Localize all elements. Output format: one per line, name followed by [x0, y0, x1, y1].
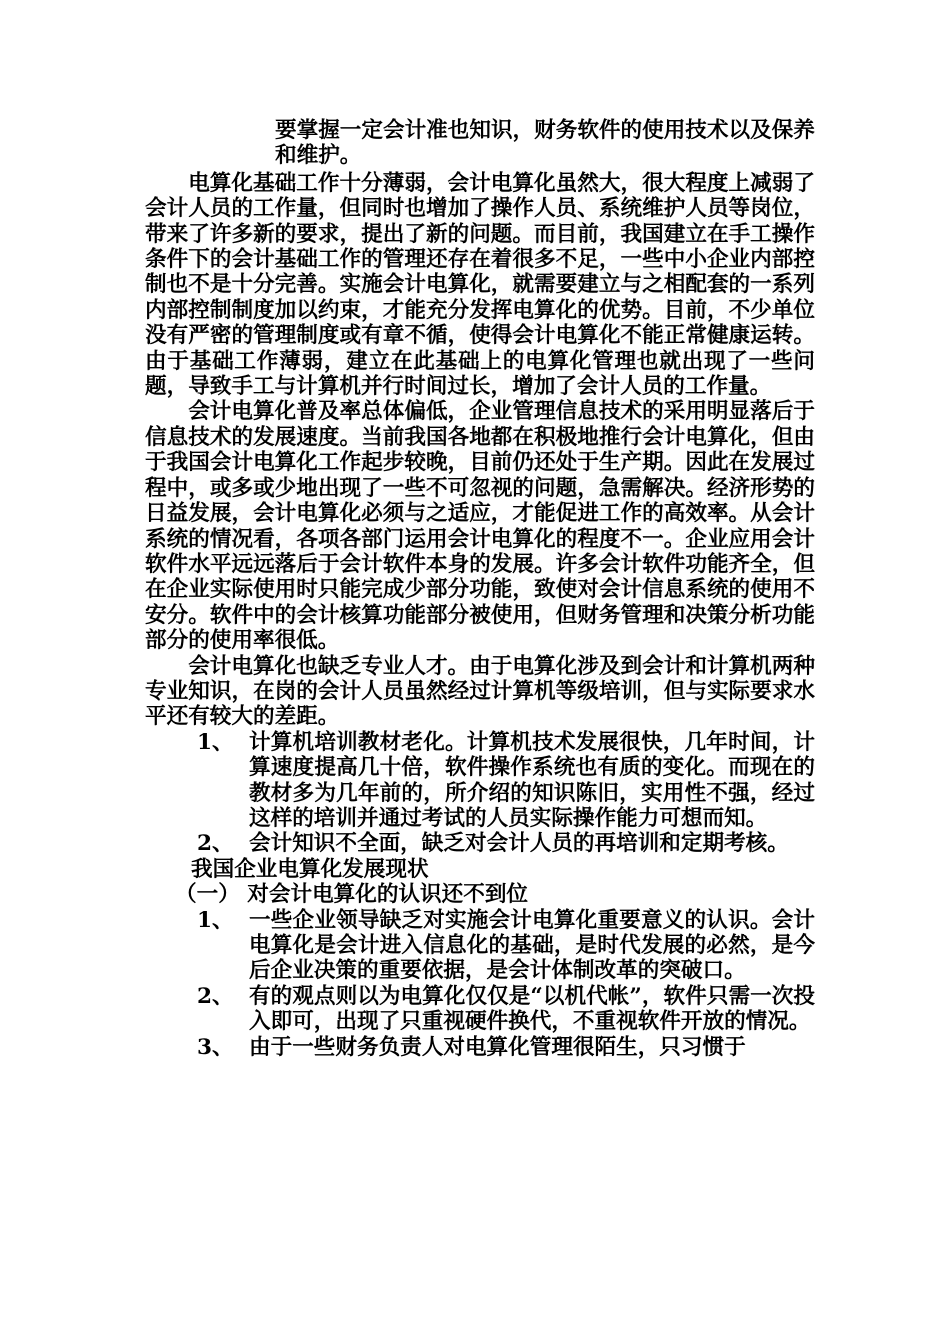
- section-heading: 我国企业电算化发展现状: [191, 856, 429, 882]
- paragraph-talent-shortage: 会计电算化也缺乏专业人才。由于电算化涉及到会计和计算机两种专业知识，在岗的会计人员虽然经过计算机等级培训，但与实际要求水平还有较大的差距。: [145, 653, 815, 730]
- list-item: [145, 908, 815, 984]
- list-text: 一些企业领导缺乏对实施会计电算化重要意义的认识。会计电算化是会计进入信息化的基础，是时代发展的必然，是今后企业决策的重要依据，是会计体制改革的突破口。: [249, 907, 815, 984]
- list-number: 2、: [197, 831, 234, 857]
- list-item: [145, 1035, 815, 1060]
- list-text: 有的观点则以为电算化仅仅是“以机代帐”，软件只需一次投入即可，出现了只重视硬件换代，不重视软件开放的情况。: [249, 983, 815, 1035]
- list-text: 计算机培训教材老化。计算机技术发展很快，几年时间，计算速度提高几十倍，软件操作系统也有质的变化。而现在的教材多为几年前的，所介绍的知识陈旧，实用性不强，经过这样的培训并通过考试的人员实际操作能力可想而知。: [249, 729, 815, 831]
- list-number: 3、: [197, 1034, 234, 1060]
- list-number: 1、: [197, 729, 234, 755]
- paragraph-basic-work: 电算化基础工作十分薄弱，会计电算化虽然大，很大程度上减弱了会计人员的工作量，但同时也增加了操作人员、系统维护人员等岗位，带来了许多新的要求，提出了新的问题。而目前，我国建立在手工操作条件下的会计基础工作的管理还存在着很多不足，一些中小企业内部控制也不是十分完善。实施会计电算化，就需要建立与之相配套的一系列内部控制制度加以约束，才能充分发挥电算化的优势。目前，不少单位没有严密的管理制度或有章不循，使得会计电算化不能正常健康运转。由于基础工作薄弱，建立在此基础上的电算化管理也就出现了一些问题，导致手工与计算机并行时间过长，增加了会计人员的工作量。: [145, 170, 815, 400]
- document-page: [145, 118, 815, 1060]
- list-text: 会计知识不全面，缺乏对会计人员的再培训和定期考核。: [249, 831, 789, 857]
- list-item: [145, 984, 815, 1035]
- paragraph-adoption-rate: 会计电算化普及率总体偏低，企业管理信息技术的采用明显落后于信息技术的发展速度。当前我国各地都在积极地推行会计电算化，但由于我国会计电算化工作起步较晚，目前仍还处于生产期。因此在发展过程中，或多或少地出现了一些不可忽视的问题，急需解决。经济形势的日益发展，会计电算化必须与之适应，才能促进工作的高效率。从会计系统的情况看，各项各部门运用会计电算化的程度不一。企业应用会计软件水平远远落后于会计软件本身的发展。许多会计软件功能齐全，但在企业实际使用时只能完成少部分功能，致使对会计信息系统的使用不安分。软件中的会计核算功能部分被使用，但财务管理和决策分析功能部分的使用率很低。: [145, 399, 815, 654]
- subsection-heading: （一） 对会计电算化的认识还不到位: [175, 882, 529, 908]
- list-item: [145, 831, 815, 856]
- list-text: 由于一些财务负责人对电算化管理很陌生，只习惯于: [249, 1034, 746, 1060]
- list-number: 2、: [197, 983, 234, 1009]
- list-item: [145, 730, 815, 832]
- lead-text: 要掌握一定会计准也知识，财务软件的使用技术以及保养和维护。: [275, 118, 815, 169]
- list-number: 1、: [197, 907, 234, 933]
